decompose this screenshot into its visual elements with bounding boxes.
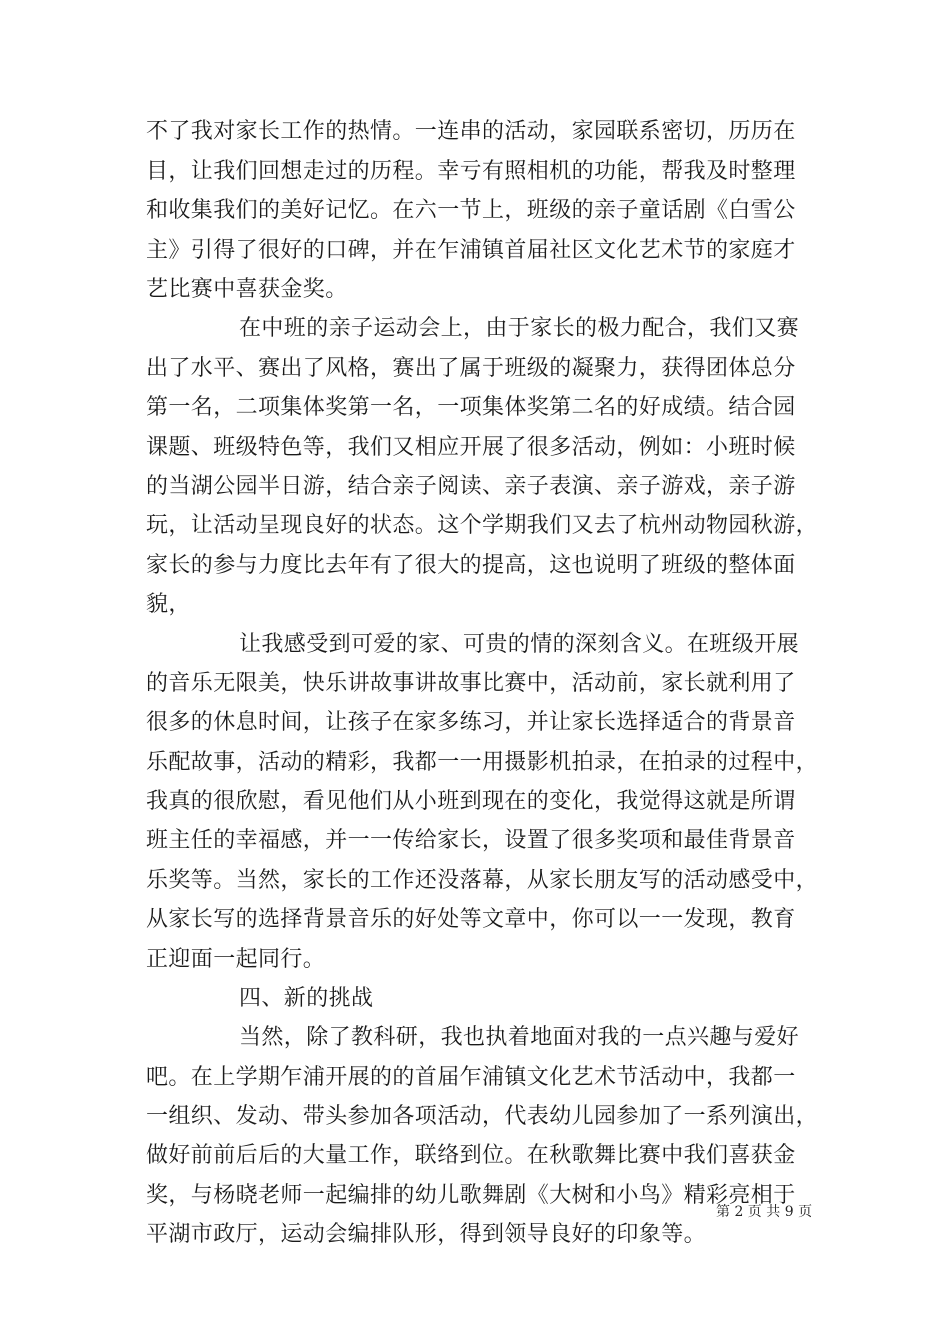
text-line: 我真的很欣慰，看见他们从小班到现在的变化，我觉得这就是所谓	[146, 789, 796, 814]
text-line: 平湖市政厅，运动会编排队形，得到领导良好的印象等。	[146, 1222, 707, 1247]
paragraph-start-line: 让我感受到可爱的家、可贵的情的深刻含义。在班级开展	[239, 632, 800, 657]
text-line: 正迎面一起同行。	[146, 947, 326, 972]
text-line: 和收集我们的美好记忆。在六一节上，班级的亲子童话剧《白雪公	[146, 198, 796, 223]
text-line: 乐配故事，活动的精彩，我都一一用摄影机拍录，在拍录的过程中，	[146, 750, 819, 775]
page-number: 第 2 页 共 9 页	[716, 1204, 813, 1220]
text-line: 很多的休息时间，让孩子在家多练习，并让家长选择适合的背景音	[146, 710, 796, 735]
text-line: 貌，	[146, 592, 191, 617]
text-line: 第一名，二项集体奖第一名，一项集体奖第二名的好成绩。结合园	[146, 395, 796, 420]
text-line: 做好前前后后的大量工作，联络到位。在秋歌舞比赛中我们喜获金	[146, 1143, 796, 1168]
text-line: 从家长写的选择背景音乐的好处等文章中，你可以一一发现，教育	[146, 907, 796, 932]
text-line: 吧。在上学期乍浦开展的的首届乍浦镇文化艺术节活动中，我都一	[146, 1065, 796, 1090]
text-line: 不了我对家长工作的热情。一连串的活动，家园联系密切，历历在	[146, 119, 796, 144]
text-line: 家长的参与力度比去年有了很大的提高，这也说明了班级的整体面	[146, 553, 796, 578]
text-line: 一组织、发动、带头参加各项活动，代表幼儿园参加了一系列演出，	[146, 1104, 819, 1129]
text-line: 奖，与杨晓老师一起编排的幼儿歌舞剧《大树和小鸟》精彩亮相于	[146, 1183, 796, 1208]
text-line: 出了水平、赛出了风格，赛出了属于班级的凝聚力，获得团体总分	[146, 356, 796, 381]
paragraph-start-line: 在中班的亲子运动会上，由于家长的极力配合，我们又赛	[239, 316, 800, 341]
text-line: 目，让我们回想走过的历程。幸亏有照相机的功能，帮我及时整理	[146, 159, 796, 184]
text-line: 的当湖公园半日游，结合亲子阅读、亲子表演、亲子游戏，亲子游	[146, 474, 796, 499]
text-line: 课题、班级特色等，我们又相应开展了很多活动，例如：小班时候	[146, 435, 796, 460]
section-heading: 四、新的挑战	[239, 986, 374, 1011]
text-line: 的音乐无限美，快乐讲故事讲故事比赛中，活动前，家长就利用了	[146, 671, 796, 696]
text-line: 班主任的幸福感，并一一传给家长，设置了很多奖项和最佳背景音	[146, 828, 796, 853]
text-line: 主》引得了很好的口碑，并在乍浦镇首届社区文化艺术节的家庭才	[146, 238, 796, 263]
text-line: 玩，让活动呈现良好的状态。这个学期我们又去了杭州动物园秋游，	[146, 513, 819, 538]
paragraph-start-line: 当然，除了教科研，我也执着地面对我的一点兴趣与爱好	[239, 1025, 800, 1050]
text-line: 乐奖等。当然，家长的工作还没落幕，从家长朋友写的活动感受中，	[146, 868, 819, 893]
text-line: 艺比赛中喜获金奖。	[146, 277, 348, 302]
